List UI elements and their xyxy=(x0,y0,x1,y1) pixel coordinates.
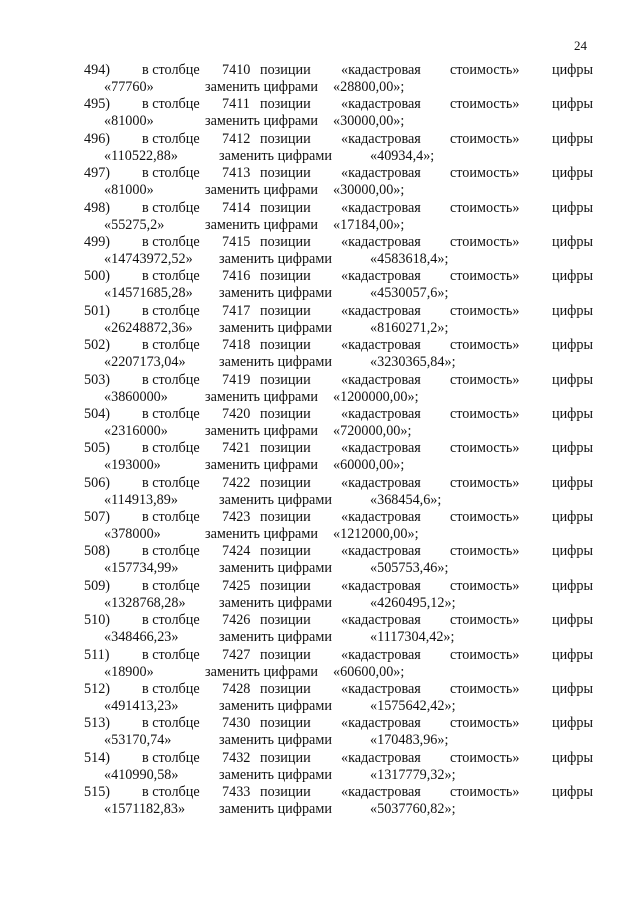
field-name-part1: «кадастровая xyxy=(341,337,421,354)
digits-text: цифры xyxy=(552,233,594,250)
field-name-part2: стоимость» xyxy=(450,233,520,250)
list-item xyxy=(0,372,640,406)
in-column-text: в столбце xyxy=(142,405,200,422)
old-value: «193000» xyxy=(104,457,161,474)
item-number: 512) xyxy=(84,681,111,698)
position-text: позиции xyxy=(260,646,311,663)
field-name-part1: «кадастровая xyxy=(341,543,421,560)
column-number: 7415 xyxy=(222,233,251,250)
item-number: 511) xyxy=(84,646,110,663)
position-text: позиции xyxy=(260,233,311,250)
replace-text: заменить цифрами xyxy=(205,663,318,680)
in-column-text: в столбце xyxy=(142,302,200,319)
position-text: позиции xyxy=(260,371,311,388)
replace-text: заменить цифрами xyxy=(205,182,318,199)
item-number: 497) xyxy=(84,165,111,182)
field-name-part2: стоимость» xyxy=(450,681,520,698)
column-number: 7421 xyxy=(222,440,251,457)
list-item xyxy=(0,647,640,681)
in-column-text: в столбце xyxy=(142,337,200,354)
column-number: 7419 xyxy=(222,371,251,388)
item-number: 498) xyxy=(84,199,111,216)
field-name-part1: «кадастровая xyxy=(341,405,421,422)
replace-text: заменить цифрами xyxy=(219,766,332,783)
field-name-part1: «кадастровая xyxy=(341,715,421,732)
field-name-part2: стоимость» xyxy=(450,612,520,629)
list-item xyxy=(0,543,640,577)
replace-text: заменить цифрами xyxy=(219,801,332,818)
old-value: «157734,99» xyxy=(104,560,179,577)
new-value: «40934,4»; xyxy=(370,147,435,164)
column-number: 7418 xyxy=(222,337,251,354)
new-value: «5037760,82»; xyxy=(370,801,456,818)
digits-text: цифры xyxy=(552,199,594,216)
digits-text: цифры xyxy=(552,612,594,629)
column-number: 7417 xyxy=(222,302,251,319)
digits-text: цифры xyxy=(552,337,594,354)
column-number: 7411 xyxy=(222,96,250,113)
list-item xyxy=(0,303,640,337)
replace-text: заменить цифрами xyxy=(219,698,332,715)
field-name-part2: стоимость» xyxy=(450,577,520,594)
new-value: «170483,96»; xyxy=(370,732,449,749)
list-item xyxy=(0,440,640,474)
column-number: 7430 xyxy=(222,715,251,732)
digits-text: цифры xyxy=(552,405,594,422)
field-name-part1: «кадастровая xyxy=(341,165,421,182)
item-number: 505) xyxy=(84,440,111,457)
new-value: «368454,6»; xyxy=(370,491,442,508)
field-name-part1: «кадастровая xyxy=(341,612,421,629)
in-column-text: в столбце xyxy=(142,233,200,250)
digits-text: цифры xyxy=(552,509,594,526)
item-number: 504) xyxy=(84,405,111,422)
new-value: «1575642,42»; xyxy=(370,698,456,715)
field-name-part1: «кадастровая xyxy=(341,784,421,801)
position-text: позиции xyxy=(260,130,311,147)
replace-text: заменить цифрами xyxy=(205,113,318,130)
position-text: позиции xyxy=(260,268,311,285)
field-name-part2: стоимость» xyxy=(450,268,520,285)
position-text: позиции xyxy=(260,749,311,766)
replace-text: заменить цифрами xyxy=(205,422,318,439)
column-number: 7410 xyxy=(222,62,251,78)
new-value: «1200000,00»; xyxy=(333,388,419,405)
field-name-part1: «кадастровая xyxy=(341,509,421,526)
new-value: «30000,00»; xyxy=(333,182,405,199)
position-text: позиции xyxy=(260,199,311,216)
field-name-part1: «кадастровая xyxy=(341,62,421,78)
replace-text: заменить цифрами xyxy=(205,79,318,95)
digits-text: цифры xyxy=(552,749,594,766)
field-name-part1: «кадастровая xyxy=(341,96,421,113)
digits-text: цифры xyxy=(552,440,594,457)
new-value: «4260495,12»; xyxy=(370,594,456,611)
field-name-part1: «кадастровая xyxy=(341,371,421,388)
digits-text: цифры xyxy=(552,96,594,113)
position-text: позиции xyxy=(260,612,311,629)
new-value: «30000,00»; xyxy=(333,113,405,130)
digits-text: цифры xyxy=(552,577,594,594)
field-name-part2: стоимость» xyxy=(450,440,520,457)
digits-text: цифры xyxy=(552,681,594,698)
field-name-part2: стоимость» xyxy=(450,405,520,422)
list-item xyxy=(0,578,640,612)
in-column-text: в столбце xyxy=(142,784,200,801)
new-value: «4583618,4»; xyxy=(370,250,449,267)
digits-text: цифры xyxy=(552,474,594,491)
old-value: «3860000» xyxy=(104,388,168,405)
position-text: позиции xyxy=(260,509,311,526)
list-item xyxy=(0,62,640,96)
item-number: 494) xyxy=(84,62,111,78)
position-text: позиции xyxy=(260,302,311,319)
field-name-part1: «кадастровая xyxy=(341,474,421,491)
replace-text: заменить цифрами xyxy=(219,629,332,646)
in-column-text: в столбце xyxy=(142,199,200,216)
field-name-part2: стоимость» xyxy=(450,543,520,560)
new-value: «720000,00»; xyxy=(333,422,412,439)
field-name-part2: стоимость» xyxy=(450,337,520,354)
position-text: позиции xyxy=(260,337,311,354)
list-item xyxy=(0,200,640,234)
field-name-part1: «кадастровая xyxy=(341,749,421,766)
old-value: «81000» xyxy=(104,182,154,199)
old-value: «1571182,83» xyxy=(104,801,186,818)
field-name-part1: «кадастровая xyxy=(341,268,421,285)
position-text: позиции xyxy=(260,62,311,78)
replace-text: заменить цифрами xyxy=(205,526,318,543)
in-column-text: в столбце xyxy=(142,646,200,663)
in-column-text: в столбце xyxy=(142,96,200,113)
column-number: 7424 xyxy=(222,543,251,560)
digits-text: цифры xyxy=(552,268,594,285)
old-value: «26248872,36» xyxy=(104,319,193,336)
replace-text: заменить цифрами xyxy=(205,388,318,405)
digits-text: цифры xyxy=(552,784,594,801)
replace-text: заменить цифрами xyxy=(205,216,318,233)
item-number: 508) xyxy=(84,543,111,560)
item-number: 495) xyxy=(84,96,111,113)
digits-text: цифры xyxy=(552,302,594,319)
position-text: позиции xyxy=(260,543,311,560)
list-item xyxy=(0,750,640,784)
item-number: 509) xyxy=(84,577,111,594)
field-name-part2: стоимость» xyxy=(450,130,520,147)
column-number: 7423 xyxy=(222,509,251,526)
column-number: 7425 xyxy=(222,577,251,594)
in-column-text: в столбце xyxy=(142,268,200,285)
field-name-part1: «кадастровая xyxy=(341,199,421,216)
old-value: «2207173,04» xyxy=(104,354,186,371)
replace-text: заменить цифрами xyxy=(205,457,318,474)
replace-text: заменить цифрами xyxy=(219,354,332,371)
in-column-text: в столбце xyxy=(142,612,200,629)
position-text: позиции xyxy=(260,784,311,801)
replace-text: заменить цифрами xyxy=(219,319,332,336)
list-item xyxy=(0,715,640,749)
list-item xyxy=(0,131,640,165)
new-value: «1317779,32»; xyxy=(370,766,456,783)
position-text: позиции xyxy=(260,681,311,698)
new-value: «1212000,00»; xyxy=(333,526,419,543)
field-name-part1: «кадастровая xyxy=(341,440,421,457)
field-name-part2: стоимость» xyxy=(450,199,520,216)
old-value: «14571685,28» xyxy=(104,285,193,302)
column-number: 7414 xyxy=(222,199,251,216)
field-name-part2: стоимость» xyxy=(450,715,520,732)
list-item xyxy=(0,165,640,199)
replace-text: заменить цифрами xyxy=(219,594,332,611)
field-name-part2: стоимость» xyxy=(450,784,520,801)
old-value: «110522,88» xyxy=(104,147,178,164)
list-item xyxy=(0,406,640,440)
in-column-text: в столбце xyxy=(142,577,200,594)
replace-text: заменить цифрами xyxy=(219,147,332,164)
field-name-part1: «кадастровая xyxy=(341,577,421,594)
in-column-text: в столбце xyxy=(142,749,200,766)
field-name-part2: стоимость» xyxy=(450,371,520,388)
item-number: 500) xyxy=(84,268,111,285)
column-number: 7420 xyxy=(222,405,251,422)
old-value: «2316000» xyxy=(104,422,168,439)
old-value: «77760» xyxy=(104,79,154,95)
item-number: 515) xyxy=(84,784,111,801)
field-name-part2: стоимость» xyxy=(450,302,520,319)
position-text: позиции xyxy=(260,96,311,113)
list-item xyxy=(0,96,640,130)
item-number: 499) xyxy=(84,233,111,250)
in-column-text: в столбце xyxy=(142,474,200,491)
new-value: «28800,00»; xyxy=(333,79,405,95)
column-number: 7426 xyxy=(222,612,251,629)
old-value: «14743972,52» xyxy=(104,250,193,267)
item-number: 496) xyxy=(84,130,111,147)
in-column-text: в столбце xyxy=(142,62,200,78)
in-column-text: в столбце xyxy=(142,543,200,560)
replace-text: заменить цифрами xyxy=(219,560,332,577)
old-value: «410990,58» xyxy=(104,766,179,783)
field-name-part2: стоимость» xyxy=(450,165,520,182)
old-value: «491413,23» xyxy=(104,698,179,715)
position-text: позиции xyxy=(260,715,311,732)
new-value: «8160271,2»; xyxy=(370,319,449,336)
in-column-text: в столбце xyxy=(142,715,200,732)
list-item xyxy=(0,784,640,818)
column-number: 7427 xyxy=(222,646,251,663)
position-text: позиции xyxy=(260,474,311,491)
old-value: «1328768,28» xyxy=(104,594,186,611)
old-value: «53170,74» xyxy=(104,732,172,749)
digits-text: цифры xyxy=(552,715,594,732)
list-item xyxy=(0,337,640,371)
replace-text: заменить цифрами xyxy=(219,732,332,749)
new-value: «4530057,6»; xyxy=(370,285,449,302)
list-item xyxy=(0,475,640,509)
replace-text: заменить цифрами xyxy=(219,285,332,302)
field-name-part2: стоимость» xyxy=(450,646,520,663)
column-number: 7433 xyxy=(222,784,251,801)
in-column-text: в столбце xyxy=(142,130,200,147)
digits-text: цифры xyxy=(552,646,594,663)
column-number: 7422 xyxy=(222,474,251,491)
old-value: «378000» xyxy=(104,526,161,543)
old-value: «18900» xyxy=(104,663,154,680)
in-column-text: в столбце xyxy=(142,440,200,457)
new-value: «17184,00»; xyxy=(333,216,405,233)
new-value: «60000,00»; xyxy=(333,457,405,474)
position-text: позиции xyxy=(260,440,311,457)
position-text: позиции xyxy=(260,165,311,182)
field-name-part1: «кадастровая xyxy=(341,130,421,147)
field-name-part1: «кадастровая xyxy=(341,681,421,698)
amendments-list xyxy=(0,62,640,819)
item-number: 502) xyxy=(84,337,111,354)
column-number: 7412 xyxy=(222,130,251,147)
item-number: 507) xyxy=(84,509,111,526)
field-name-part1: «кадастровая xyxy=(341,646,421,663)
column-number: 7416 xyxy=(222,268,251,285)
replace-text: заменить цифрами xyxy=(219,491,332,508)
column-number: 7428 xyxy=(222,681,251,698)
in-column-text: в столбце xyxy=(142,509,200,526)
old-value: «81000» xyxy=(104,113,154,130)
item-number: 506) xyxy=(84,474,111,491)
old-value: «348466,23» xyxy=(104,629,179,646)
list-item xyxy=(0,268,640,302)
new-value: «505753,46»; xyxy=(370,560,449,577)
position-text: позиции xyxy=(260,405,311,422)
list-item xyxy=(0,234,640,268)
item-number: 513) xyxy=(84,715,111,732)
field-name-part1: «кадастровая xyxy=(341,302,421,319)
item-number: 501) xyxy=(84,302,111,319)
digits-text: цифры xyxy=(552,165,594,182)
in-column-text: в столбце xyxy=(142,371,200,388)
field-name-part2: стоимость» xyxy=(450,509,520,526)
field-name-part1: «кадастровая xyxy=(341,233,421,250)
old-value: «114913,89» xyxy=(104,491,178,508)
old-value: «55275,2» xyxy=(104,216,165,233)
new-value: «3230365,84»; xyxy=(370,354,456,371)
in-column-text: в столбце xyxy=(142,165,200,182)
replace-text: заменить цифрами xyxy=(219,250,332,267)
list-item xyxy=(0,612,640,646)
field-name-part2: стоимость» xyxy=(450,474,520,491)
field-name-part2: стоимость» xyxy=(450,96,520,113)
digits-text: цифры xyxy=(552,130,594,147)
item-number: 510) xyxy=(84,612,111,629)
position-text: позиции xyxy=(260,577,311,594)
new-value: «60600,00»; xyxy=(333,663,405,680)
digits-text: цифры xyxy=(552,543,594,560)
list-item xyxy=(0,681,640,715)
field-name-part2: стоимость» xyxy=(450,62,520,78)
item-number: 514) xyxy=(84,749,111,766)
list-item xyxy=(0,509,640,543)
column-number: 7413 xyxy=(222,165,251,182)
item-number: 503) xyxy=(84,371,111,388)
in-column-text: в столбце xyxy=(142,681,200,698)
column-number: 7432 xyxy=(222,749,251,766)
digits-text: цифры xyxy=(552,62,594,78)
digits-text: цифры xyxy=(552,371,594,388)
new-value: «1117304,42»; xyxy=(370,629,455,646)
page-number: 24 xyxy=(574,38,587,53)
field-name-part2: стоимость» xyxy=(450,749,520,766)
